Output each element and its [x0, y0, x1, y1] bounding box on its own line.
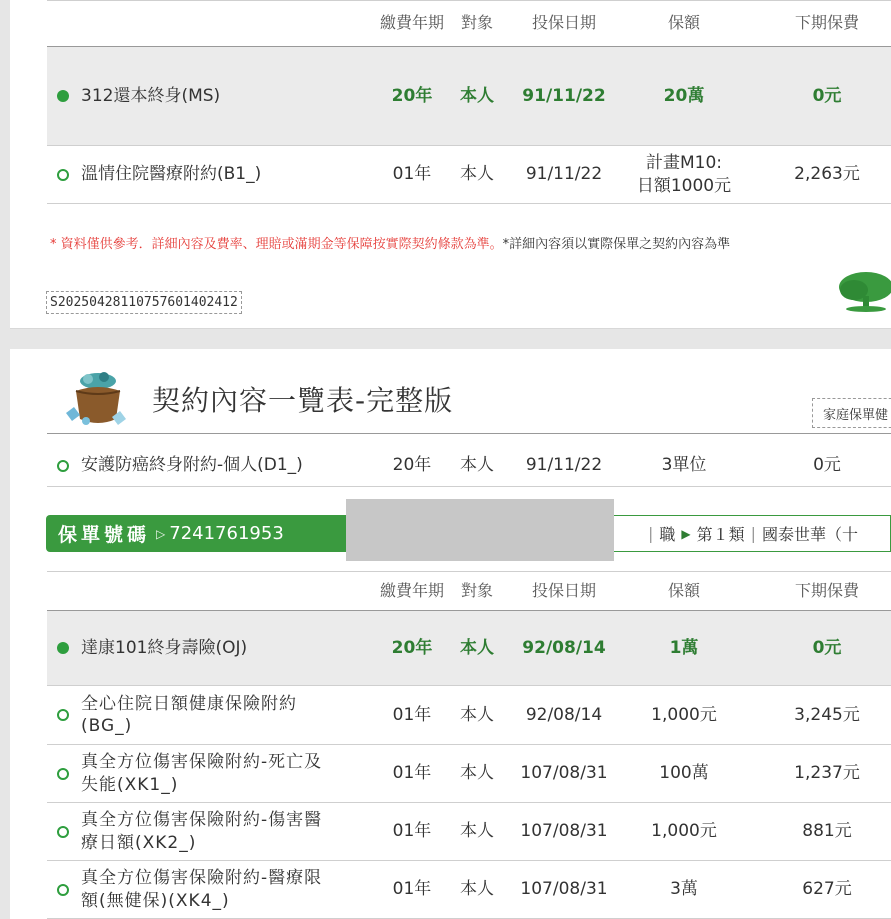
target: 本人 [460, 455, 494, 476]
treasure-pot-icon [60, 369, 130, 429]
family-policy-button[interactable]: 家庭保單健 [812, 398, 891, 428]
serial-number: S20250428110757601402412 [46, 291, 242, 314]
header-pay-period: 繳費年期 [379, 580, 444, 600]
policy-name-line-1: 全心住院日額健康保險附約 [81, 693, 297, 714]
header-target: 對象 [460, 580, 493, 600]
target: 本人 [460, 637, 494, 658]
insure-date: 107/08/31 [520, 879, 608, 900]
disclaimer-note [50, 233, 730, 252]
play-arrow-icon: ▶ [681, 526, 691, 541]
pay-period: 20年 [392, 455, 432, 476]
occupation-class: 第１類 [696, 525, 745, 544]
pay-period: 01年 [392, 821, 432, 842]
header-date: 投保日期 [531, 13, 596, 33]
target: 本人 [460, 85, 494, 106]
policy-name-line-2: (BG_) [81, 716, 133, 736]
main-policy-dot-icon [57, 90, 69, 102]
policy-info-bar: | 職 ▶ 第１類 | 國泰世華（十 [614, 515, 891, 552]
policy-name: 安護防癌終身附約-個人(D1_) [81, 455, 303, 476]
target: 本人 [460, 704, 494, 725]
contract-card-1 [10, 0, 891, 329]
rider-dot-icon [57, 826, 69, 838]
rider-dot-icon [57, 460, 69, 472]
amount [621, 146, 747, 203]
pay-period: 01年 [392, 763, 432, 784]
header-pay-period: 繳費年期 [379, 13, 444, 33]
header-target: 對象 [460, 13, 493, 33]
target: 本人 [460, 821, 494, 842]
contract-card-2 [10, 349, 891, 919]
table-header [47, 0, 891, 47]
target: 本人 [460, 164, 494, 185]
next-premium: 0元 [812, 637, 842, 658]
table-row[interactable] [47, 611, 891, 686]
pay-period: 20年 [391, 637, 433, 658]
amount-line-2: 日額1000元 [636, 175, 732, 196]
insure-date: 107/08/31 [520, 763, 608, 784]
header-next-premium: 下期保費 [794, 580, 859, 600]
insure-date: 92/08/14 [522, 637, 606, 658]
cathay-tree-logo-icon [836, 270, 891, 314]
insure-date: 91/11/22 [525, 455, 603, 476]
policy-name-line-1: 真全方位傷害保險附約-死亡及 [81, 752, 323, 773]
disclaimer-red: * 資料僅供參考．詳細內容及費率、理賠或滿期金等保障按實際契約條款為準。 [50, 237, 503, 252]
next-premium: 0元 [813, 455, 841, 476]
triangle-right-icon: ▷ [156, 526, 166, 541]
amount: 1萬 [669, 637, 699, 658]
rider-dot-icon [57, 884, 69, 896]
pay-period: 01年 [392, 879, 432, 900]
policy-name-line-1: 真全方位傷害保險附約-醫療限 [81, 868, 323, 889]
next-premium: 3,245元 [794, 704, 860, 725]
disclaimer-black: *詳細內容須以實際保單之契約內容為準 [502, 237, 731, 252]
amount: 100萬 [659, 763, 709, 784]
pay-period: 20年 [391, 85, 433, 106]
table-row[interactable] [47, 146, 891, 204]
amount: 20萬 [663, 85, 705, 106]
table-row[interactable] [47, 745, 891, 803]
next-premium: 627元 [802, 879, 852, 900]
next-premium: 1,237元 [794, 763, 860, 784]
policy-number-label: 保單號碼 [58, 524, 151, 546]
target: 本人 [460, 879, 494, 900]
header-amount: 保額 [667, 580, 700, 600]
policy-number: 7241761953 [169, 523, 284, 544]
redacted-area [346, 499, 614, 561]
main-policy-dot-icon [57, 642, 69, 654]
policy-name-line-2: 失能(XK1_) [81, 774, 179, 795]
amount: 1,000元 [651, 704, 717, 725]
page-title: 契約內容一覽表-完整版 [152, 384, 454, 417]
table-header [47, 571, 891, 611]
table-row[interactable] [47, 861, 891, 919]
insure-date: 91/11/22 [522, 85, 606, 106]
amount-line-1: 計畫M10: [645, 153, 723, 174]
policy-name: 溫情住院醫療附約(B1_) [81, 164, 262, 185]
amount: 3萬 [670, 879, 698, 900]
policy-name-line-2: 療日額(XK2_) [81, 832, 197, 853]
rider-dot-icon [57, 169, 69, 181]
company-name: 國泰世華（十 [762, 525, 859, 544]
pay-period: 01年 [392, 164, 432, 185]
occupation-label: 職 [659, 525, 676, 544]
amount: 3單位 [661, 455, 707, 476]
header-date: 投保日期 [531, 580, 596, 600]
policy-name: 達康101終身壽險(OJ) [81, 637, 248, 658]
pay-period: 01年 [392, 704, 432, 725]
policy-name-line-2: 額(無健保)(XK4_) [81, 890, 230, 911]
insure-date: 107/08/31 [520, 821, 608, 842]
table-row[interactable] [47, 47, 891, 146]
target: 本人 [460, 763, 494, 784]
amount: 1,000元 [651, 821, 717, 842]
insure-date: 91/11/22 [525, 164, 603, 185]
header-next-premium: 下期保費 [794, 13, 859, 33]
policy-number-bar[interactable] [46, 515, 346, 552]
table-row[interactable] [47, 803, 891, 861]
next-premium: 881元 [802, 821, 852, 842]
policy-name: 312還本終身(MS) [81, 85, 221, 106]
rider-dot-icon [57, 709, 69, 721]
policy-name-line-1: 真全方位傷害保險附約-傷害醫 [81, 810, 323, 831]
next-premium: 2,263元 [794, 164, 860, 185]
table-row[interactable] [47, 445, 891, 487]
insure-date: 92/08/14 [525, 704, 603, 725]
rider-dot-icon [57, 768, 69, 780]
table-row[interactable] [47, 686, 891, 745]
header-amount: 保額 [667, 13, 700, 33]
next-premium: 0元 [812, 85, 842, 106]
